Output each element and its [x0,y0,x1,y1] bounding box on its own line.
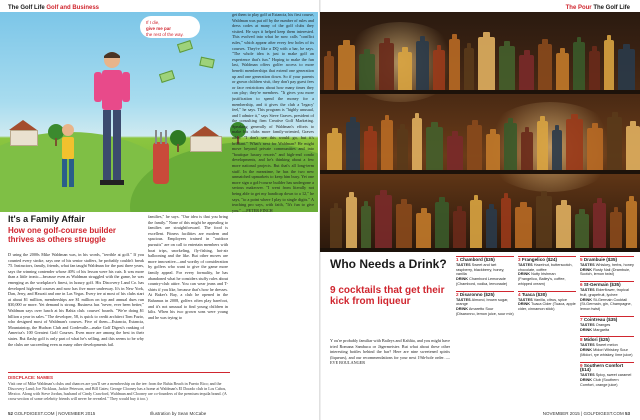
cocktail-intro: Y ou're probably familiar with Baileys and Kahlúa, and you might have tried Romana Sambuca or Jägermeister. But what about these other interesting bottles behind the bar? Here are nine sweetened spirits (liqueurs), and our recommendations for your next 19th-hole order. —EVE BOULANGER [330,338,450,366]
drink-entry: 7 Cointreau ($35) TASTES Oranges DRINK Margarita [580,316,634,332]
bar-shelf-photo [320,12,640,252]
bottle-shape [573,42,585,90]
bottle-shape [536,196,552,248]
drink-name: 3 Frangelico ($24) [518,256,576,263]
drinks-column-3 [580,256,634,392]
bottle-shape [537,121,548,170]
bottle-shape [435,202,449,248]
bottle-shape [364,131,377,170]
drink-name: 8 Midori ($25) [580,336,634,343]
left-section-name: Golf and Business [46,5,100,11]
bottle-shape [538,44,552,90]
bottle-shape [556,53,569,90]
drink-name: 7 Cointreau ($35) [580,316,634,323]
bottle-shape [610,212,622,248]
bottle-shape [470,200,482,248]
bottle-shape [501,198,511,248]
drink-entry: 9 Southern Comfort ($14) TASTES Spicy, sweet caramel DRINK Club (Southern Comfort, orange juice) [580,362,634,388]
bottle-shape [504,123,517,170]
bottle-shape [346,197,357,248]
bottle-shape [324,56,334,90]
bottle-shape [412,118,422,170]
bottle-shape [604,40,614,90]
drink-name: 4 Tuaca ($30) [518,291,576,298]
article-column-2: families," he says. "Our idea is that you bring the family." None of this might be appealing to families are straightforward. The food is excellent. Fitness facilities are modern and spacious. Employees trained in "outdoor pursuits" are on call to entertain members with boat trips, snorkeling, fly-fishing, hot-air ballooning and the like. But other moves are more innovative—and worthy of consideration by golfers who want to give the game more family appeal. For every formality, he has abandoned what he considers stuffy rules about country-club attire. You can wear jeans and T-shirts if you like, because that's how he dresses. At Baker's Bay, a club he opened in the Bahamas in 2008, golfers often play barefoot, and it's not unusual to find young children in kilts. When his two grown sons were young and he was trying to [148,214,228,320]
bottle-shape [447,136,463,170]
bottle-shape [327,133,342,170]
drink-entry: 3 Frangelico ($24) TASTES Hazelnut, butterscotch, chocolate, coffee DRINK Nutty Irishman (Frangelico, Bailey's, coffee, whipped cream) [518,256,576,287]
article-kicker: It's a Family Affair [8,214,85,224]
bottle-shape [464,48,474,90]
bottle-shape [361,206,371,248]
bottle-shape [556,205,571,248]
right-running-head: The Pour The Golf Life [565,5,630,11]
bottle-shape [375,195,392,248]
drink-entry: 1 Chambord ($35) TASTES Sweet and tart raspberry, blackberry, honey, vanilla DRINK Chambord Lemonade (Chambord, vodka, lemonade) [456,256,514,287]
bottle-shape [396,204,412,248]
bottle-shape [575,214,589,248]
bottle-shape [618,49,635,90]
cocktail-headline: Who Needs a Drink? [330,257,447,271]
drink-name: 5 Drambuie ($35) [580,256,634,263]
bottle-shape [607,117,622,170]
bottle-shape [338,45,355,90]
drink-index: 8 [580,337,583,343]
drink-name: 2 Disaronno ($25) [456,291,514,298]
left-running-head: The Golf Life Golf and Business [8,5,100,11]
drink-index: 4 [518,291,521,297]
bottle-shape [587,128,603,170]
drink-index: 7 [580,316,583,322]
cocktail-dek: 9 cocktails that get their kick from liqueur [330,285,445,307]
bottle-shape [346,122,360,170]
bottle-shape [398,52,412,90]
house-icon [10,130,38,146]
golfer-figure [88,48,136,198]
speech-bubble: If I die, give me par the rest of the way. [140,16,200,38]
article-column-1: D uring the 2000s Mike Waldman was, in his words, "terrible at golf." If you counted every stroke, says one of his senior staffers, he probably couldn't break 75. Instructors, family, friends, what fan taught Waldman for the past three years, says the winning contender whose 40% of his lesson were his cuts. It was more than a little ironic—because even as Waldman struggled with the game, he was emerging as the workplace's finest, in luxury golf. His Discovery Land Co. has developed high-end courses and now has five more underway. It's in New York, Dan, Jerry, and Hawaii and one in Las Vegas. Every tee at most of his clubs start at about $1 million, memberships are $1 million on top and annual dues run $30,000 or more. Yet demand is strong. Business has "never, ever been better," Waldman says over lunch at his Bahia club. courses' boards. "We're doing $1 billion a year in sales." The developer, 58, is quick to credit architect Tom Fazio, who designed most of Waldman's courses. Five of them—Estancia, Estancia, Mountaintop, the Hudson Club and Cordevalle—make Golf Digest's ranking of America's 100 Greatest Golf Courses. Even more are among the best in their states. But flashy golf is only part of what he's selling, and this seems to be why the clubs are succeeding even as many other developments fail. [8,252,144,347]
bottle-shape [552,130,562,170]
bottle-shape [416,41,429,90]
drink-entry: 5 Drambuie ($35) TASTES Whiskey, herbs, honey DRINK Rusty Nail (Drambuie, Scotch, lemon twist) [580,257,634,277]
bottle-shape [453,211,466,248]
illustration-credit: Illustration by Sean McCabe [150,411,207,416]
bottle-shape [521,132,533,170]
golf-bag-figure [150,130,172,186]
drink-index: 5 [580,257,583,262]
drink-name: 6 St-Germain ($35) [580,281,634,288]
article-column-3: get them to play golf at Estancia, his first course, Waldman was put off by the number of rules and dress codes at many of the golf clubs they visited. He says it helped keep them interested. This evolved into what he now calls "conflict rules," which appear after every few holes of its courses. They're like a DQ with a bar, he says. "The whole idea is just to make golf an experience that's fun." Hoping to make the fun last, Waldman offers golfer access to more benefit memberships that extend one generation up and one generation down. So if your parents or grown children visit, they don't pay guest fees or face restrictions about how many times they can play; they're members. "It gives you more justification to spend the money for a membership, and it gives the club a 'legacy' feel," he says. This program is "highly unusual, and I admire it," says Steve Graves, president of the consulting firm Creative Golf Marketing. Speaking generally of Waldman's efforts to make his clubs more family-oriented, Graves adds, "I don't see this would go, but it's brilliant." What's next for Waldman? He might move beyond private communities and into "boutique luxury resorts" and high-end condo developments, and he's thinking about a few more national projects. But that's all long-term stuff. In the meantime, he has the two new unmatched upmarkets to keep him busy. Yet one more sign a golf-course builder has undergone a serious makeover. "I went from literally not being able to get my handicap down to a 12," he says, "to a point where I play to single digits." A teaching pro says, with faith, "It's fun to give you." —PETER FINCH [232,12,314,213]
bottle-shape [626,201,637,248]
drink-index: 2 [456,291,459,297]
drink-index: 9 [580,362,583,368]
bottle-shape [467,125,482,170]
bottle-shape [449,39,460,90]
right-page [320,0,640,420]
bottle-shape [486,209,497,248]
article-dek: How one golf-course builder thrives as others struggle [8,226,117,245]
drink-entry: 4 Tuaca ($30) TASTES Vanilla, citrus, spice DRINK Tuaca Cider (Tuaca, apple cider, cinnamon stick) [518,291,576,312]
drink-index: 3 [518,257,521,262]
bottle-shape [519,55,534,90]
bottle-shape [589,51,600,90]
drink-name: 1 Chambord ($35) [456,256,514,263]
bottle-shape [379,43,394,90]
left-folio: 52 GOLFDIGEST.COM | NOVEMBER 2015 [8,411,96,416]
bottle-shape [381,120,393,170]
drink-name: 9 Southern Comfort ($14) [580,362,634,374]
drinks-column-2 [518,256,576,316]
right-folio: NOVEMBER 2015 | GOLFDIGEST.COM 53 [542,411,630,416]
drink-entry: 6 St-Germain ($35) TASTES Elderflower, tropical fruit, grapefruit, lychee DRINK St-Germain Cocktail (St-Germain, gin, Champagne, lemon twist) [580,281,634,312]
bottle-shape [515,207,532,248]
bottle-shape [566,119,583,170]
bottle-shape [426,127,443,170]
child-figure [56,122,80,192]
bottle-shape [397,129,408,170]
bottle-shape [478,37,495,90]
bottle-shape [433,50,445,90]
drink-index: 1 [456,257,459,262]
bottle-shape [486,134,500,170]
names-sidebar: DISCPLACE: NAMES Visit one of Mike Waldman's clubs and chances are you'll see a membership on the tee: from the Bahia Beach in Puerto Rico; and the Discovery Land; Joe Nicklaus, Jackie Peterson, and Bill Gates; George Clooney has a home at Waldman's El Dorado club in Los Cabos, Mexico. Along with Steve Jordan, husband of Cindy Crawford, Waldman and Clooney are co-founders of the premium tequila brand. (A cross-section of some celebrity friends will never be revealed." They would buy it too.) [8,372,230,401]
drink-entry: 8 Midori ($25) TASTES Sweet melon DRINK Midori Whiskey Sour (Midori, rye whiskey, lime juice) [580,337,633,357]
bottle-shape [593,203,606,248]
bottle-shape [499,46,515,90]
drinks-column-1 [456,256,514,321]
bottle-shape [626,126,640,170]
bottle-shape [359,54,375,90]
bottle-shape [330,208,342,248]
drink-entry: 2 Disaronno ($25) TASTES Almond, brown sugar, orange DRINK Amaretto Sour (Disaronno, lemon juice, sour mix) [456,291,514,316]
drink-index: 6 [580,282,583,288]
bottle-shape [416,213,431,248]
